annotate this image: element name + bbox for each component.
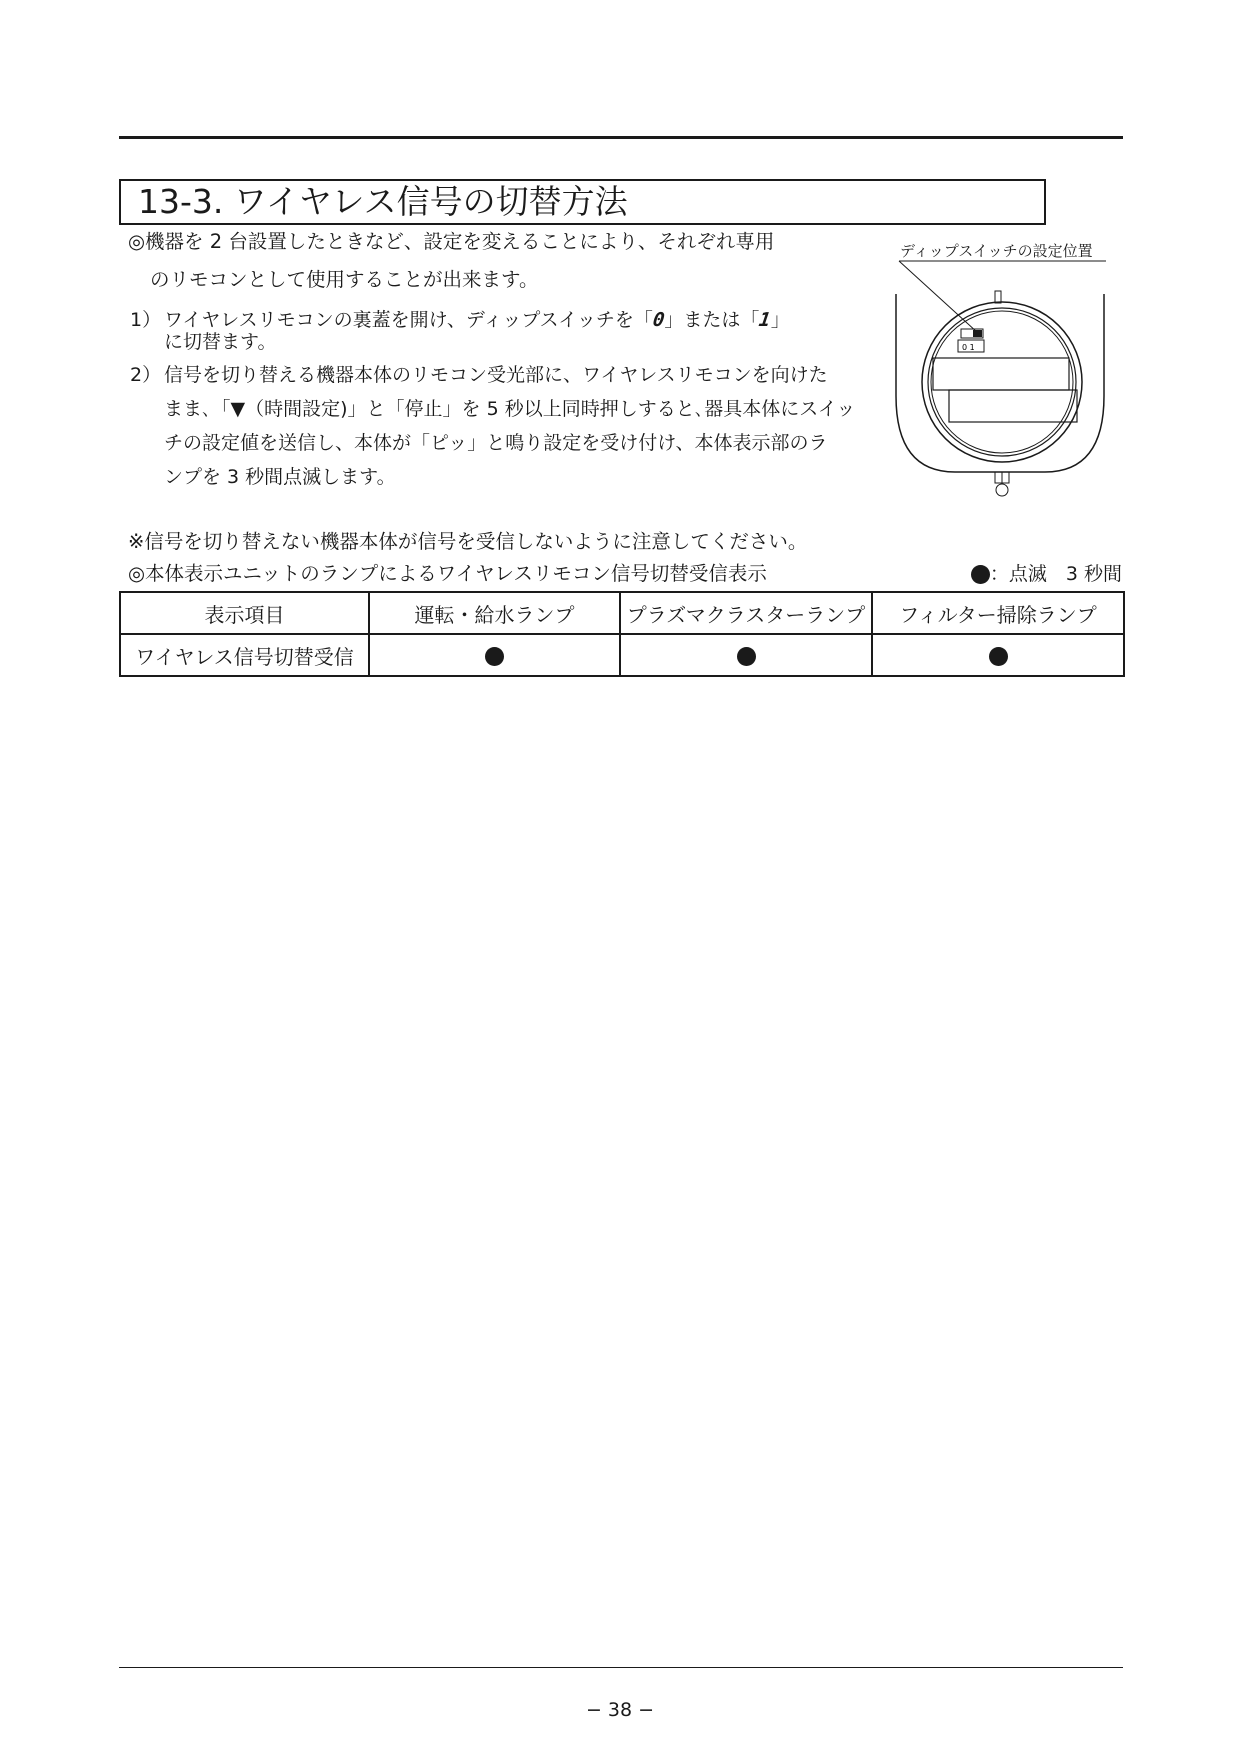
step-number: 2） — [130, 364, 162, 386]
table-cell-blink — [872, 634, 1124, 676]
step-number: 1） — [130, 309, 162, 331]
diagram-label: ディップスイッチの設定位置 — [900, 242, 1093, 260]
caution-note: ※信号を切り替えない機器本体が信号を受信しないように注意してください。 — [128, 530, 808, 553]
lamp-status-table — [119, 591, 1125, 677]
table-header: フィルター掃除ランプ — [872, 592, 1124, 634]
table-header: 表示項目 — [120, 592, 369, 634]
table-cell-blink — [369, 634, 620, 676]
table-header-row — [120, 592, 1124, 634]
blink-dot-icon — [485, 647, 504, 666]
table-header: プラズマクラスターランプ — [620, 592, 872, 634]
step-2-line-d: ンプを 3 秒間点滅します。 — [164, 466, 396, 488]
step-2-line-b: まま､「▼（時間設定)」と「停止」を 5 秒以上同時押しすると､器具本体にスイッ — [164, 398, 856, 420]
legend-text: ：点滅 3 秒間 — [989, 563, 1122, 585]
remote-back-diagram — [870, 236, 1140, 516]
intro-line-1: ◎機器を 2 台設置したときなど、設定を変えることにより、それぞれ専用 — [128, 230, 775, 253]
intro-line-2: のリモコンとして使用することが出来ます。 — [150, 268, 539, 291]
section-title: 13-3. ワイヤレス信号の切替方法 — [119, 179, 1046, 225]
table-caption: ◎本体表示ユニットのランプによるワイヤレスリモコン信号切替受信表示 — [128, 562, 767, 585]
blink-legend — [971, 561, 1122, 587]
step-2-line-c: チの設定値を送信し、本体が「ピッ」と鳴り設定を受け付け、本体表示部のラ — [164, 432, 828, 454]
table-header: 運転・給水ランプ — [369, 592, 620, 634]
remote-back-illustration — [870, 236, 1140, 516]
dip-value-0: 0 — [651, 309, 666, 331]
switch-labels: 0 1 — [962, 343, 975, 352]
dip-value-1: 1 — [757, 309, 773, 331]
table-row — [120, 634, 1124, 676]
table-cell-blink — [620, 634, 872, 676]
step-1-line-a: ワイヤレスリモコンの裏蓋を開け、ディップスイッチを「0」または「1」 — [164, 309, 790, 331]
footer-rule — [119, 1667, 1123, 1668]
page-number: − 38 − — [585, 1699, 655, 1721]
step-2-line-a: 信号を切り替える機器本体のリモコン受光部に、ワイヤレスリモコンを向けた — [164, 364, 828, 386]
blink-symbol-icon — [971, 565, 990, 584]
blink-dot-icon — [989, 647, 1008, 666]
header-rule — [119, 136, 1123, 139]
blink-dot-icon — [737, 647, 756, 666]
step-1-line-b: に切替ます。 — [164, 331, 277, 353]
table-row-label: ワイヤレス信号切替受信 — [120, 634, 369, 676]
